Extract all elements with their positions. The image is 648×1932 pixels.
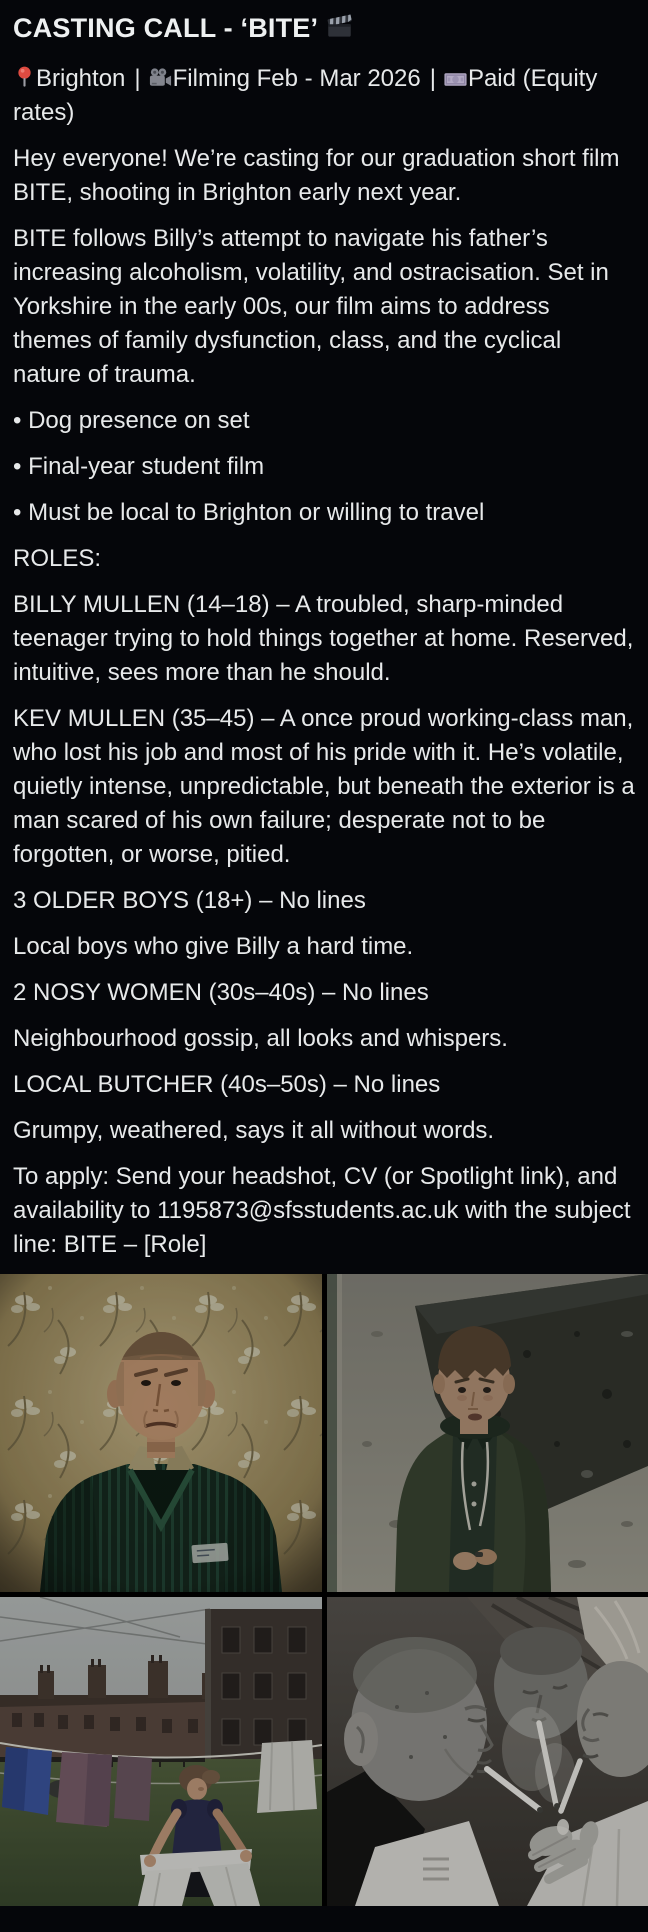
- post-role-older-boys-desc: Local boys who give Billy a hard time.: [13, 933, 414, 960]
- post-body: [13, 142, 635, 1262]
- movie-camera-icon: [148, 66, 173, 90]
- meta-separator: |: [429, 65, 436, 92]
- clapperboard-icon: [326, 13, 353, 40]
- round-pushpin-icon: [13, 65, 36, 90]
- photo-grid: [0, 1274, 648, 1906]
- post-bullet-dog: • Dog presence on set: [13, 407, 250, 434]
- pound-banknote-icon: [443, 68, 468, 90]
- post-role-butcher: LOCAL BUTCHER (40s–50s) – No lines: [13, 1071, 441, 1098]
- post-roles-heading: ROLES:: [13, 545, 102, 572]
- post-apply-instructions: To apply: Send your headshot, CV (or Spotlight link), and availability to 1195873@sfsstudents.ac.uk with the subject line: BITE – [Role]: [13, 1163, 631, 1258]
- post-bullet-local: • Must be local to Brighton or willing to travel: [13, 499, 485, 526]
- post-title-text: CASTING CALL - ‘BITE’: [13, 13, 319, 43]
- meta-separator: |: [134, 65, 141, 92]
- post-role-billy: BILLY MULLEN (14–18) – A troubled, sharp-minded teenager trying to hold things together at home. Reserved, intuitive, sees more than he should.: [13, 591, 634, 686]
- post-role-butcher-desc: Grumpy, weathered, says it all without words.: [13, 1117, 495, 1144]
- post-paragraph-synopsis: BITE follows Billy’s attempt to navigate his father’s increasing alcoholism, volatility, and ostracisation. Set in Yorkshire in the early 00s, our film aims to address themes of family dysfunction, class, and the cyclical nature of trauma.: [13, 225, 609, 388]
- meta-filming: Filming Feb - Mar 2026: [172, 65, 421, 92]
- post-role-older-boys: 3 OLDER BOYS (18+) – No lines: [13, 887, 366, 914]
- post-bullet-student-film: • Final-year student film: [13, 453, 265, 480]
- photo-woman-laundry[interactable]: [0, 1597, 322, 1906]
- post-title: [13, 10, 635, 46]
- photo-boys-smoking[interactable]: [327, 1597, 648, 1906]
- meta-location: Brighton: [36, 65, 126, 92]
- post-role-kev: KEV MULLEN (35–45) – A once proud working-class man, who lost his job and most of his pride with it. He’s volatile, quietly intense, unpredictable, but beneath the exterior is a man scared of his own failure; desperate not to be forgotten, or worse, pitied.: [13, 705, 635, 868]
- photo-boy-waste-ground[interactable]: [327, 1274, 648, 1592]
- meta-pay: Paid (Equity rates): [13, 65, 598, 126]
- photo-man-portrait[interactable]: [0, 1274, 322, 1592]
- post-role-nosy-women: 2 NOSY WOMEN (30s–40s) – No lines: [13, 979, 429, 1006]
- post-role-nosy-women-desc: Neighbourhood gossip, all looks and whispers.: [13, 1025, 508, 1052]
- post-paragraph-intro: Hey everyone! We’re casting for our graduation short film BITE, shooting in Brighton early next year.: [13, 145, 620, 206]
- post-meta: [13, 62, 635, 130]
